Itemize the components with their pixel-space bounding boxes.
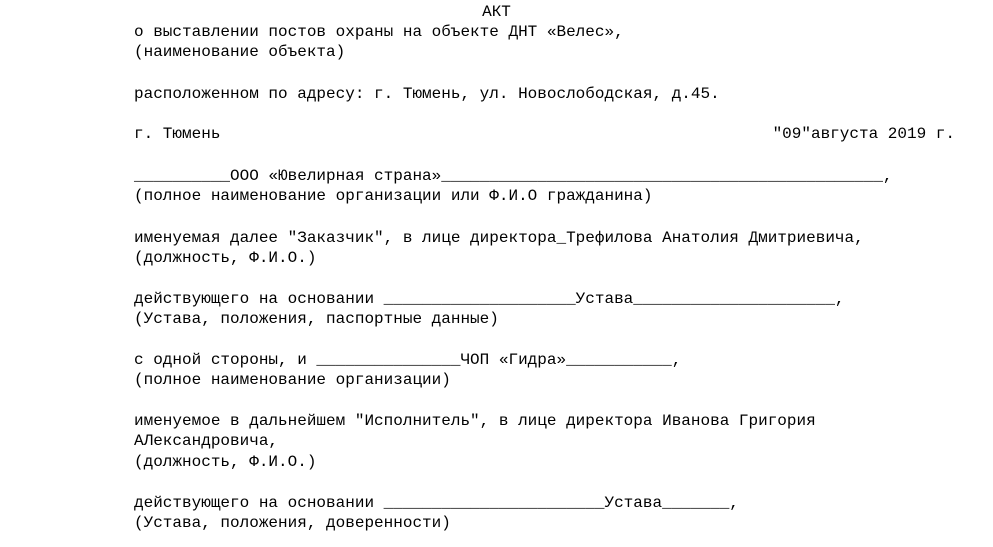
object-name-hint: (наименование объекта) [134,43,346,61]
act-subject-line: о выставлении постов охраны на объекте ДНТ «Велес», [134,23,624,41]
customer-representative-line: именуемая далее "Заказчик", в лице директора_Трефилова Анатолия Дмитриевича, [134,229,864,247]
customer-basis-line: действующего на основании ____________________Устава_____________________, [134,290,845,308]
contractor-organization-hint: (полное наименование организации) [134,371,451,389]
customer-basis-hint: (Устава, положения, паспортные данные) [134,310,499,328]
contractor-basis-hint: (Устава, положения, доверенности) [134,514,451,532]
date-label: "09"августа 2019 г. [772,125,955,143]
customer-organization-hint: (полное наименование организации или Ф.И.О гражданина) [134,187,653,205]
contractor-basis-line: действующего на основании _______________________Устава_______, [134,494,739,512]
contractor-representative-line: именуемое в дальнейшем "Исполнитель", в лице директора Иванова Григория [134,412,816,430]
contractor-representative-line-cont: АЛександровича, [134,432,279,450]
contractor-organization-line: с одной стороны, и _______________ЧОП «Гидра»___________, [134,351,682,369]
contractor-representative-hint: (должность, Ф.И.О.) [134,453,317,471]
address-line: расположенном по адресу: г. Тюмень, ул. Новослободская, д.45. [134,85,720,103]
city-label: г. Тюмень [134,125,221,143]
customer-organization-line: __________ООО «Ювелирная страна»______________________________________________, [134,167,893,185]
document-title: АКТ [482,3,511,21]
customer-representative-hint: (должность, Ф.И.О.) [134,249,317,267]
